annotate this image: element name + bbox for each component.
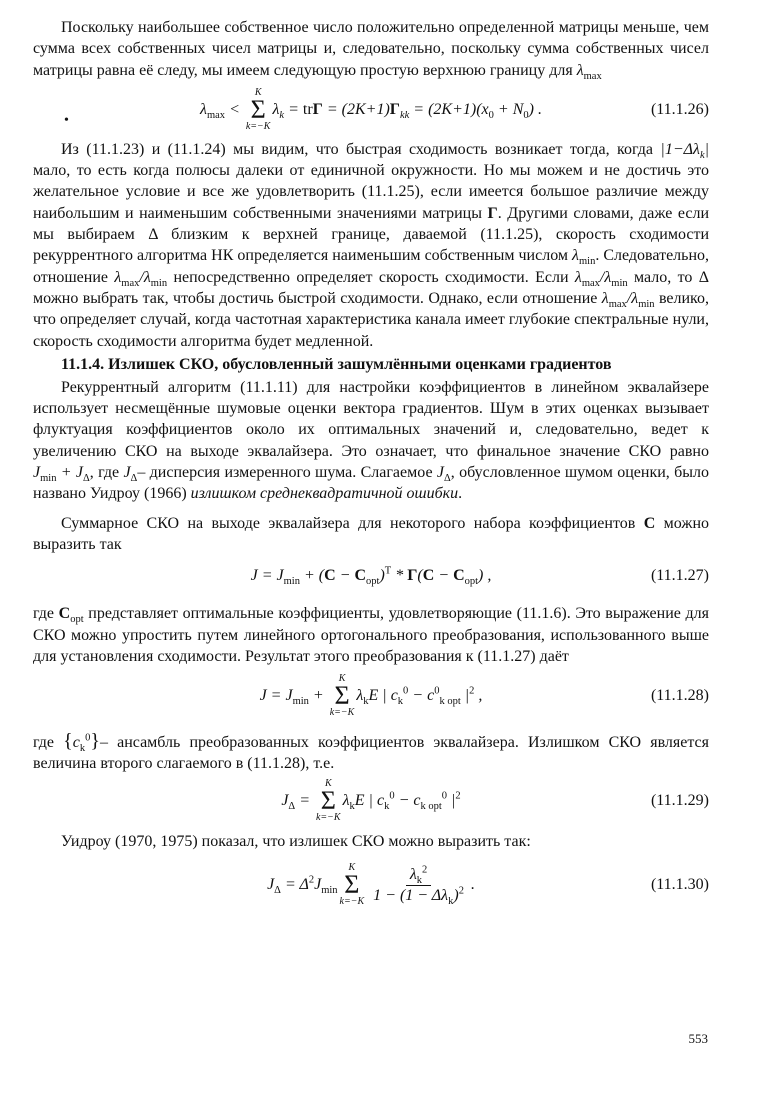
paragraph-total-mse: Суммарное СКО на выходе эквалайзера для некоторого набора коэффициентов C можно выразить так bbox=[33, 514, 709, 553]
sum-symbol: K Σ k=−K bbox=[329, 673, 355, 719]
equation-number: (11.1.27) bbox=[650, 566, 709, 584]
gamma-matrix-symbol: Γ bbox=[487, 204, 498, 222]
equation-11-1-28: $J = J_{min}$ + K Σ k=−K $\lambda_kE$ | $c_k^0 - c^0_{k opt}$ $|^2$ , (11.1.28) bbox=[259, 673, 709, 719]
sum-symbol: K Σ k=−K bbox=[315, 777, 341, 823]
paragraph-ensemble: где $\{c_k^0\}-$ ансамбль преобразованных коэффициентов эквалайзера. Излишком СКО является величина второго слагаемого в (11.1.28), т.е. bbox=[33, 730, 710, 773]
equation-number: (11.1.30) bbox=[650, 876, 709, 894]
equation-11-1-27: $J = J_{min} + (C - C_{opt})^T * \Gamma(C - C_{opt})$ , (11.1.27) bbox=[250, 565, 709, 587]
equation-number: (11.1.26) bbox=[650, 101, 709, 119]
equation-11-1-30: $J_\Delta = \Delta^2J_{min}$ K Σ k=−K $\frac{\lambda_k^2}{1 - (1 - \Delta\lambda_k)^2}$ . (11.1.30) bbox=[267, 862, 709, 908]
paragraph-convergence: Из (11.1.23) и (11.1.24) мы видим, что быстрая сходимость возникает тогда, когда $|1-\Delta\lambda_k|$ мало, то есть когда полюсы далеки от единичной окружности. Но мы можем и не достичь это желательное условие и все же удовлетворить (11.1.25), если имеется большое различие между наибольшим и наименьшим собственными значениями матрицы Γ. Другими словами, даже если мы выбираем Δ близким к верхней границе, даваемой (11.1.25), скорость сходимости рекуррентного алгоритма НК определяется наименьшим собственным числом $\lambda_{min}$. Следовательно, отношение $\lambda_{max}/\lambda_{min}$ непосредственно определяет скорость сходимости. Если $\lambda_{max}/\lambda_{min}$ мало, то Δ можно выбрать так, чтобы достичь быстрой сходимости. Однако, если отношение $\lambda_{max}/\lambda_{min}$ велико, что определяет случай, когда частотная характеристика канала имеет глубокие спектральные нули, скорость сходимости алгоритма будет медленной. bbox=[33, 140, 710, 350]
page-number: 553 bbox=[688, 1031, 708, 1046]
equation-11-1-29: $J_\Delta$ = K Σ k=−K $\lambda_kE$ | $c_k^0 - c_{k opt}^0$ $|^2$ (11.1.29) bbox=[281, 777, 709, 823]
fraction: $\frac{\lambda_k^2}{1 - (1 - \Delta\lambda_k)^2}$ bbox=[373, 864, 464, 907]
paragraph-orthogonal: где $C_{opt}$ представляет оптимальные коэффициенты, удовлетворяющие (11.1.6). Это выражение для СКО можно упростить путем линейного ортогонального преобразования, использованного выше для установления сходимости. Результат этого преобразования к (11.1.27) даёт bbox=[33, 605, 710, 665]
paragraph-excess-mse: Рекуррентный алгоритм (11.1.11) для настройки коэффициентов в линейном эквалайзере использует несмещённые шумовые оценки вектора градиентов. Шум в этих оценках вызывает флуктуация коэффициентов около их оптимальных значений и, следовательно, ведет к увеличению СКО на выходе эквалайзера. Это означает, что финальное значение СКО равно $J_{min} + J_\Delta$, где $J_\Delta-$ дисперсия измеренного шума. Слагаемое $J_\Delta$, обусловленное шумом оценки, было названо Уидроу (1966) излишком среднеквадратичной ошибки. bbox=[33, 378, 710, 503]
equation-number: (11.1.28) bbox=[650, 687, 709, 705]
paragraph-upper-bound: Поскольку наибольшее собственное число положительно определенной матрицы меньше, чем сумма всех собственных чисел матрицы и, следовательно, поскольку сумма собственных чисел матрицы равна её следу, мы имеем следующую простую верхнюю границу для $\lambda_{max}$ bbox=[33, 19, 709, 82]
equation-11-1-26: $\lambda_{max}$ < K Σ k=−K $\lambda_k = tr\Gamma = (2K+1)\Gamma_{kk} = (2K+1)(x_0 + N_0)$ . (11.1.26) bbox=[200, 86, 709, 132]
stray-dot: • bbox=[64, 113, 69, 128]
sum-symbol: K Σ k=−K bbox=[339, 862, 365, 908]
equation-number: (11.1.29) bbox=[650, 792, 709, 810]
paragraph-widrow: Уидроу (1970, 1975) показал, что излишек СКО можно выразить так: bbox=[61, 832, 531, 850]
section-heading: 11.1.4. Излишек СКО, обусловленный зашумлёнными оценками градиентов bbox=[61, 355, 612, 373]
lambda-max-symbol: $\lambda_{max}$ bbox=[576, 61, 602, 82]
sum-symbol: K Σ k=−K bbox=[245, 86, 271, 132]
